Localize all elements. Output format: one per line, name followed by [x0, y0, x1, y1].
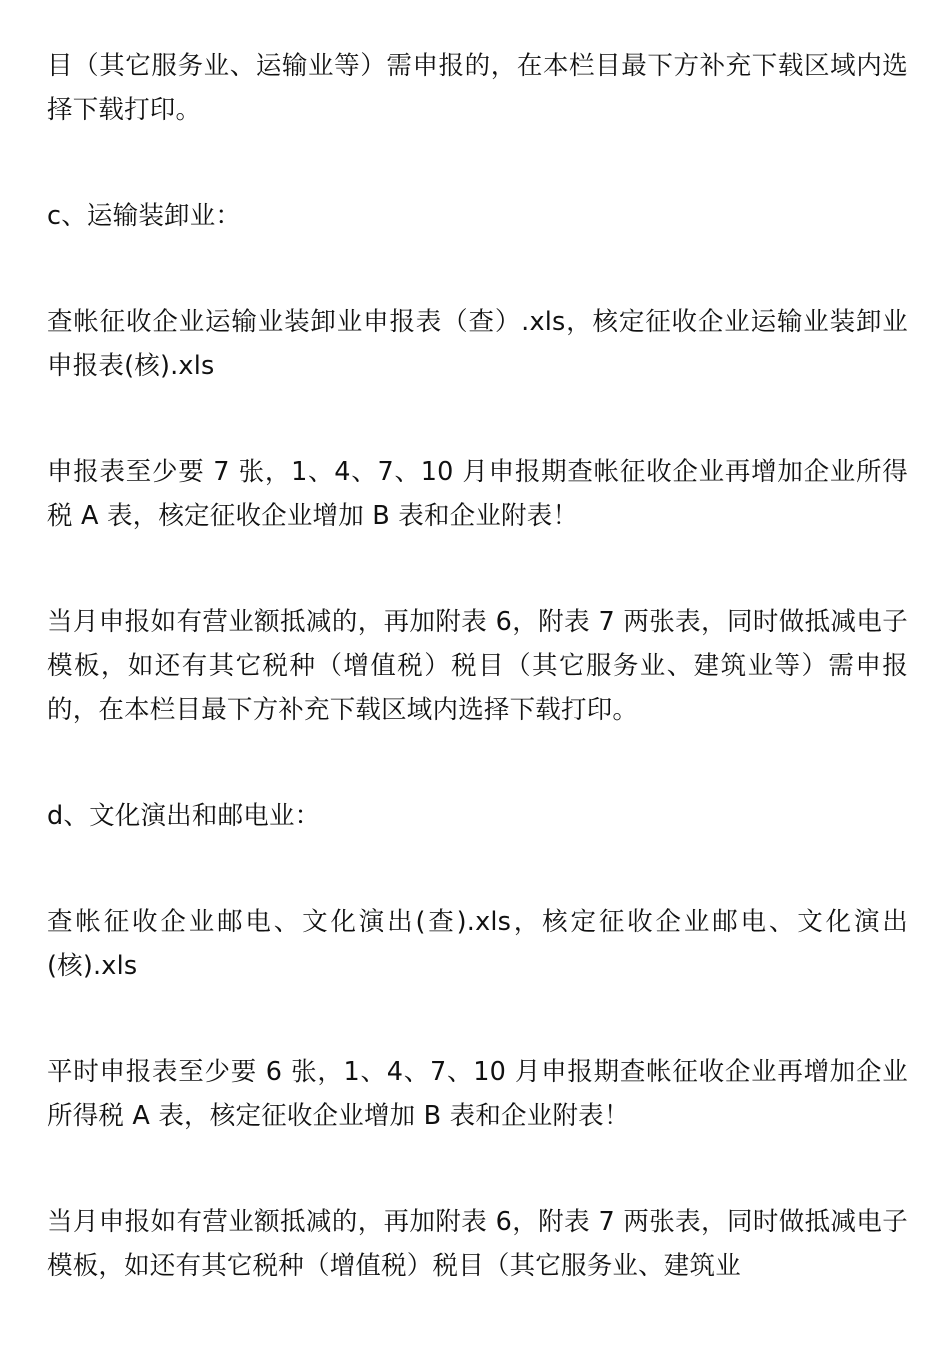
section-heading-c: c、运输装卸业： [47, 201, 242, 231]
paragraph-c-deduction: 当月申报如有营业额抵减的，再加附表 6，附表 7 两张表，同时做抵减电子模板，如还有其它税种（增值税）税目（其它服务业、建筑业等）需申报的，在本栏目最下方补充下载区域内选择下载打印。 [47, 607, 908, 725]
section-heading-d: d、文化演出和邮电业： [47, 801, 321, 831]
paragraph-c-requirements: 申报表至少要 7 张，1、4、7、10 月申报期查帐征收企业再增加企业所得税 A 表，核定征收企业增加 B 表和企业附表！ [47, 457, 908, 531]
paragraph-d-deduction: 当月申报如有营业额抵减的，再加附表 6，附表 7 两张表，同时做抵减电子模板，如还有其它税种（增值税）税目（其它服务业、建筑业 [47, 1207, 908, 1281]
paragraph-d-forms: 查帐征收企业邮电、文化演出(查).xls，核定征收企业邮电、文化演出(核).xls [47, 907, 908, 981]
paragraph-d-requirements: 平时申报表至少要 6 张，1、4、7、10 月申报期查帐征收企业再增加企业所得税 A 表，核定征收企业增加 B 表和企业附表！ [47, 1057, 908, 1131]
paragraph-continuation: 目（其它服务业、运输业等）需申报的，在本栏目最下方补充下载区域内选择下载打印。 [47, 51, 908, 125]
paragraph-c-forms: 查帐征收企业运输业装卸业申报表（查）.xls，核定征收企业运输业装卸业申报表(核).xls [47, 307, 908, 381]
